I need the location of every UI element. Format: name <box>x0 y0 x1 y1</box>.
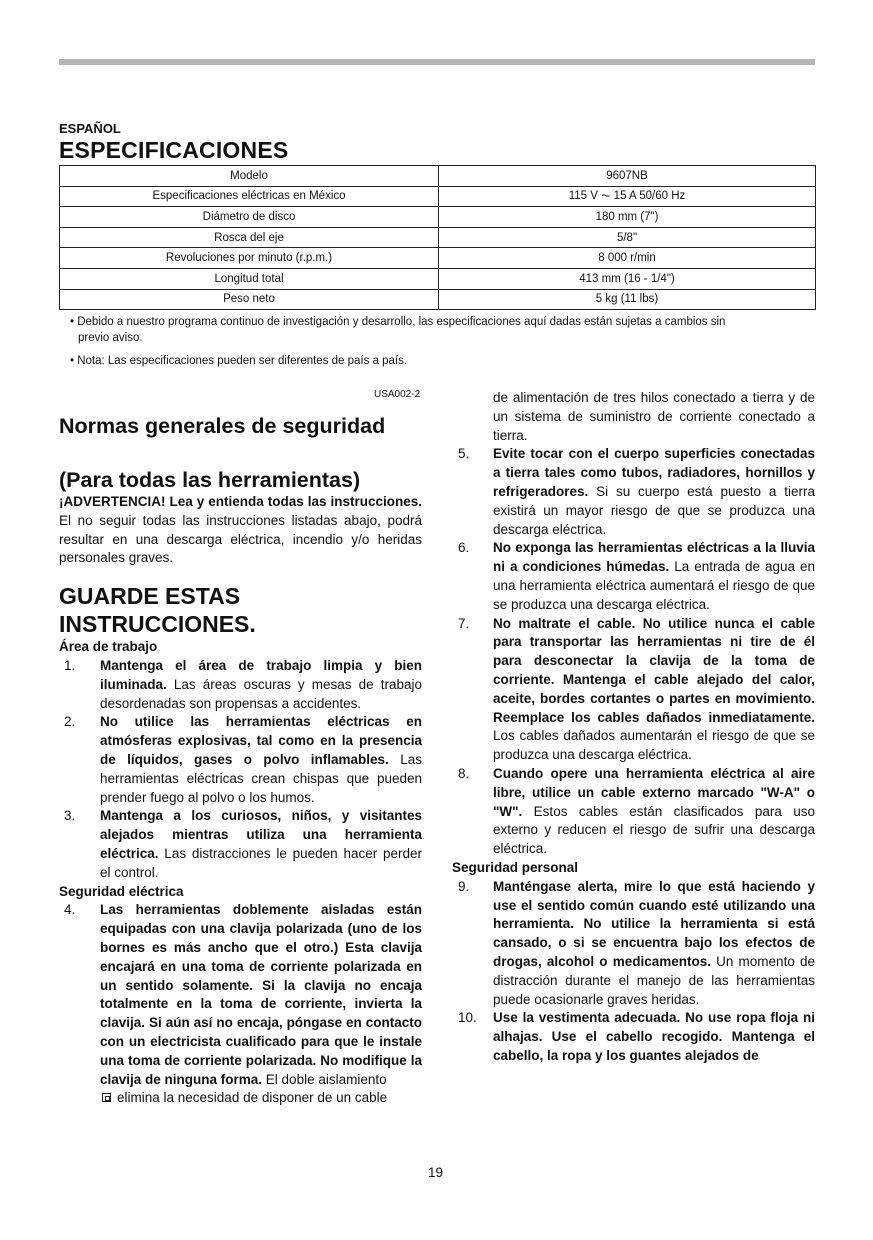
spec-label: Especificaciones eléctricas en México <box>60 186 439 207</box>
item-bold: Manténgase alerta, mire lo que está haciendo y use el sentido común cuando esté utilizando una herramienta. No utilice la herramienta si está cansado, o si se encuentra bajo los efectos de drogas, alcohol o medicamentos. <box>493 878 815 969</box>
warning-paragraph <box>59 493 422 568</box>
item-number: 4. <box>64 902 76 918</box>
spec-note: • Debido a nuestro programa continuo de investigación y desarrollo, las especificaciones aquí dadas están sujetas a cambios sin <box>70 316 726 328</box>
list-item-continued: de alimentación de tres hilos conectado a tierra y de un sistema de suministro de corriente conectado a tierra. <box>493 390 815 443</box>
spec-value: 8 000 r/min <box>439 248 816 269</box>
table-row <box>60 166 816 187</box>
spec-label: Rosca del eje <box>60 227 439 248</box>
spec-label: Revoluciones por minuto (r.p.m.) <box>60 248 439 269</box>
item-bold: Mantenga el área de trabajo limpia y bien iluminada. <box>100 657 422 692</box>
save-instructions-line1: GUARDE ESTAS <box>59 583 241 610</box>
item-number: 1. <box>64 657 76 673</box>
item-bold: Evite tocar con el cuerpo superficies conectadas a tierra tales como tubos, radiadores, hornillos y refrigeradores. <box>493 446 815 499</box>
table-row <box>60 207 816 228</box>
list-item <box>452 445 815 539</box>
spec-value: 115 V ⏦ 15 A 50/60 Hz <box>439 186 816 207</box>
spec-label: Modelo <box>60 166 439 187</box>
left-column <box>59 413 422 1108</box>
item-bold: No maltrate el cable. No utilice nunca el cable para transportar las herramientas ni tire de él para desconectar la clavija de la toma de corriente. Mantenga el cable alejado del calor, aceite, bordes cortantes o partes en movimiento. Reemplace los cables dañados inmediatamente. <box>493 615 815 725</box>
warning-lead: ¡ADVERTENCIA! Lea y entienda todas las instrucciones. <box>59 494 422 509</box>
table-row <box>60 289 816 310</box>
item-text: Estos cables están clasificados para uso externo y reducen el riesgo de sufrir una descarga eléctrica. <box>493 803 815 857</box>
spec-value: 9607NB <box>439 166 816 187</box>
list-item <box>59 657 422 713</box>
section-electrical: Seguridad eléctrica <box>59 883 184 899</box>
right-column <box>452 389 815 1066</box>
item-text: El doble aislamiento <box>262 1071 387 1087</box>
specifications-title: ESPECIFICACIONES <box>59 137 289 163</box>
spec-value: 5/8" <box>439 227 816 248</box>
save-instructions-line2: INSTRUCCIONES. <box>59 611 256 638</box>
item-number: 6. <box>458 540 470 556</box>
item-bold: Use la vestimenta adecuada. No use ropa floja ni alhajas. Use el cabello recogido. Mantenga el cabello, la ropa y los guantes alejados de <box>493 1010 815 1063</box>
spec-value: 180 mm (7") <box>439 207 816 228</box>
spec-label: Peso neto <box>60 289 439 310</box>
header-rule <box>59 59 815 65</box>
spec-value: 413 mm (16 - 1/4") <box>439 268 816 289</box>
item-number: 10. <box>458 1010 477 1026</box>
list-item <box>452 1009 815 1065</box>
item-number: 8. <box>458 765 470 781</box>
double-insulation-icon <box>102 1093 111 1102</box>
item-text: La entrada de agua en una herramienta eléctrica aumentará el riesgo de que se produzca una descarga eléctrica. <box>493 559 815 612</box>
item-number: 5. <box>458 446 470 462</box>
table-row <box>60 227 816 248</box>
list-item <box>452 878 815 1010</box>
section-work-area: Área de trabajo <box>59 639 158 655</box>
item-number: 9. <box>458 878 470 894</box>
spec-label: Diámetro de disco <box>60 207 439 228</box>
spec-note: previo aviso. <box>78 332 143 344</box>
item-number: 3. <box>64 808 76 824</box>
item-bold: No exponga las herramientas eléctricas a la lluvia ni a condiciones húmedas. <box>493 540 815 575</box>
document-code: USA002-2 <box>374 389 421 400</box>
table-row <box>60 186 816 207</box>
spec-value: 5 kg (11 lbs) <box>439 289 816 310</box>
item-number: 7. <box>458 615 470 631</box>
list-item <box>452 765 815 859</box>
item-text: Las herramientas eléctricas crean chispas que pueden prender fuego al polvo o los humos. <box>100 751 422 805</box>
spec-note: • Nota: Las especificaciones pueden ser diferentes de país a país. <box>70 355 408 367</box>
table-row <box>60 268 816 289</box>
item-bold: No utilice las herramientas eléctricas en atmósferas explosivas, tal como en la presencia de líquidos, gases o polvo inflamables. <box>100 714 422 767</box>
list-item <box>59 807 422 882</box>
table-row <box>60 248 816 269</box>
specifications-table <box>59 165 816 310</box>
item-bold: Las herramientas doblemente aisladas están equipadas con una clavija polarizada (uno de los bornes es más ancho que el otro.) Esta clavija encajará en una toma de corriente polarizada en un sentido solamente. Si la clavija no encaja totalmente en la toma de corriente, invierta la clavija. Si aún así no encaja, póngase en contacto con un electricista cualificado para que le instale una toma de corriente polarizada. No modifique la clavija de ninguna forma. <box>100 902 422 1087</box>
warning-text: El no seguir todas las instrucciones listadas abajo, podrá resultar en una descarga eléctrica, incendio y/o heridas personales graves. <box>59 512 422 566</box>
item-text: Los cables dañados aumentarán el riesgo de que se produzca una descarga eléctrica. <box>493 728 815 763</box>
list-item-continued <box>59 1089 422 1108</box>
list-item <box>59 713 422 807</box>
item-text: Si su cuerpo está puesto a tierra existirá un mayor riesgo de que se produzca una descarga eléctrica. <box>493 483 815 537</box>
item-text: elimina la necesidad de disponer de un cable <box>117 1090 388 1106</box>
list-item <box>452 615 815 765</box>
item-number: 2. <box>64 714 76 730</box>
list-item <box>59 901 422 1089</box>
section-personal: Seguridad personal <box>452 859 579 875</box>
item-bold: Mantenga a los curiosos, niños, y visitantes alejados mientras utiliza una herramienta eléctrica. <box>100 808 422 861</box>
spec-label: Longitud total <box>60 268 439 289</box>
item-text: Las distracciones le pueden hacer perder el control. <box>100 845 422 880</box>
page-number: 19 <box>428 1165 444 1180</box>
language-label: ESPAÑOL <box>59 121 121 136</box>
safety-subtitle: (Para todas las herramientas) <box>59 468 361 492</box>
item-text: Las áreas oscuras y mesas de trabajo desordenadas son propensas a accidentes. <box>100 676 422 711</box>
safety-title: Normas generales de seguridad <box>59 414 386 438</box>
item-text: Un momento de distracción durante el manejo de las herramientas puede ocasionarle graves heridas. <box>493 953 815 1007</box>
item-bold: Cuando opere una herramienta eléctrica al aire libre, utilice un cable externo marcado "W-A" o "W". <box>493 765 815 819</box>
list-item <box>452 539 815 614</box>
